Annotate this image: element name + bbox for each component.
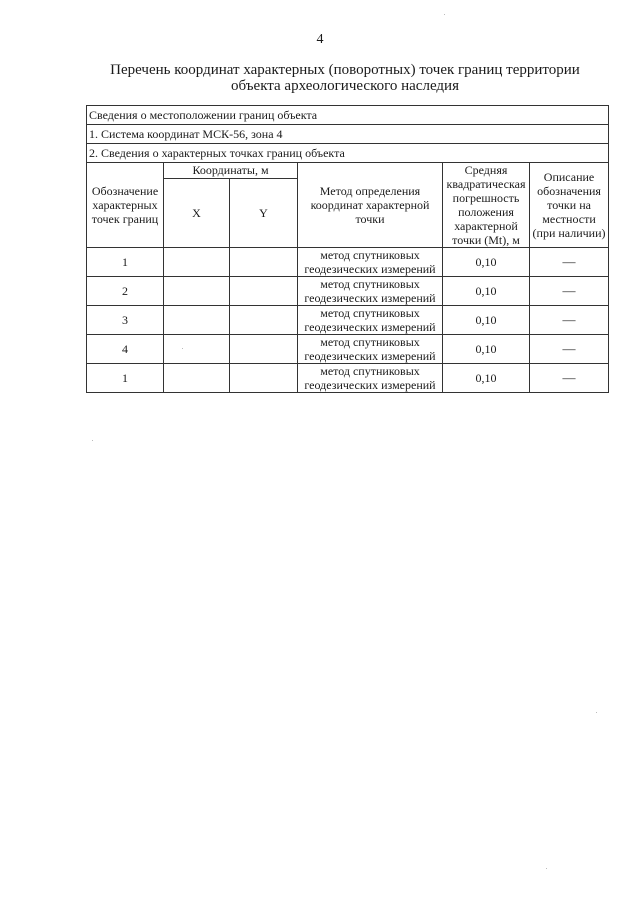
table-row	[87, 306, 609, 335]
cell-method	[298, 364, 443, 393]
page-number: 4	[316, 32, 324, 47]
cell-description: —	[530, 248, 609, 277]
header-description: Описание обозначения точки на местности (при наличии)	[530, 163, 609, 248]
cell-description: —	[530, 364, 609, 393]
cell-method	[298, 277, 443, 306]
cell-method	[298, 248, 443, 277]
coordinates-table	[86, 105, 609, 393]
cell-point: 4	[87, 335, 164, 364]
coord-system-cell: 1. Система координат МСК-56, зона 4	[87, 125, 609, 144]
cell-y	[230, 364, 298, 393]
cell-point: 1	[87, 364, 164, 393]
points-info-cell: 2. Сведения о характерных точках границ объекта	[87, 144, 609, 163]
cell-y	[230, 248, 298, 277]
header-method: Метод определения координат характерной точки	[298, 163, 443, 248]
scan-speck	[546, 868, 547, 869]
method-line-1: метод спутниковых	[320, 335, 420, 349]
title-line-2: объекта археологического наследия	[231, 78, 459, 94]
method-line-2: геодезических измерений	[304, 291, 436, 305]
scan-speck	[596, 712, 597, 713]
cell-point: 2	[87, 277, 164, 306]
scan-speck	[92, 440, 93, 441]
header-coordinates: Координаты, м	[164, 163, 298, 179]
cell-x	[164, 335, 230, 364]
table-row	[87, 364, 609, 393]
cell-method	[298, 335, 443, 364]
header-y: Y	[230, 178, 298, 247]
method-line-1: метод спутниковых	[320, 277, 420, 291]
cell-error: 0,10	[443, 306, 530, 335]
document-title	[80, 62, 610, 94]
method-line-2: геодезических измерений	[304, 320, 436, 334]
cell-point: 1	[87, 248, 164, 277]
cell-y	[230, 277, 298, 306]
cell-description: —	[530, 335, 609, 364]
method-line-2: геодезических измерений	[304, 349, 436, 363]
cell-error: 0,10	[443, 335, 530, 364]
header-row-1	[87, 163, 609, 179]
table-row	[87, 277, 609, 306]
scan-speck	[444, 14, 445, 15]
coord-system-row	[87, 125, 609, 144]
cell-error: 0,10	[443, 248, 530, 277]
cell-method	[298, 306, 443, 335]
method-line-1: метод спутниковых	[320, 306, 420, 320]
header-error: Средняя квадратическая погрешность положения характерной точки (Mt), м	[443, 163, 530, 248]
cell-x	[164, 248, 230, 277]
cell-y	[230, 306, 298, 335]
section-header-row	[87, 106, 609, 125]
cell-error: 0,10	[443, 277, 530, 306]
header-point-designation: Обозначение характерных точек границ	[87, 163, 164, 248]
cell-y	[230, 335, 298, 364]
cell-point: 3	[87, 306, 164, 335]
header-x: X	[164, 178, 230, 247]
points-info-row	[87, 144, 609, 163]
method-line-2: геодезических измерений	[304, 378, 436, 392]
method-line-1: метод спутниковых	[320, 248, 420, 262]
method-line-2: геодезических измерений	[304, 262, 436, 276]
cell-x	[164, 306, 230, 335]
scan-speck	[182, 348, 183, 349]
cell-x	[164, 364, 230, 393]
cell-x	[164, 277, 230, 306]
title-line-1: Перечень координат характерных (поворотных) точек границ территории	[110, 62, 580, 78]
cell-description: —	[530, 306, 609, 335]
table-row	[87, 248, 609, 277]
method-line-1: метод спутниковых	[320, 364, 420, 378]
cell-error: 0,10	[443, 364, 530, 393]
section-header-cell: Сведения о местоположении границ объекта	[87, 106, 609, 125]
table-row	[87, 335, 609, 364]
cell-description: —	[530, 277, 609, 306]
